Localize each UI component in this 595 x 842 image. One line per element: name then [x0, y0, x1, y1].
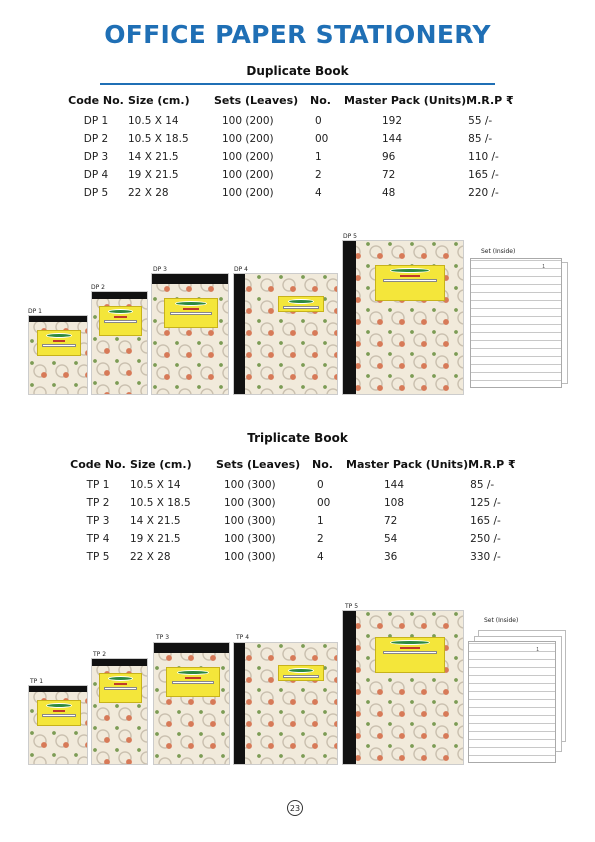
book-image-tp1 — [28, 685, 88, 765]
cell-no: 1 — [315, 151, 322, 163]
cell-no: 2 — [315, 169, 322, 181]
sheet-front-triplicate — [468, 641, 556, 763]
duplicate-section-title — [100, 64, 495, 83]
book-image-tp3 — [153, 642, 230, 765]
header-no: No. — [310, 93, 331, 107]
page-title: OFFICE PAPER STATIONERY — [104, 20, 491, 49]
cell-code: TP 4 — [86, 533, 110, 545]
sheet-number: 1 — [542, 264, 545, 270]
duplicate-title-text: Duplicate Book — [246, 64, 349, 78]
table-row — [66, 512, 528, 530]
cell-sets: 100 (300) — [224, 533, 276, 545]
cell-sets: 100 (200) — [222, 115, 274, 127]
book-label-dp2: DP 2 — [91, 284, 105, 291]
set-inside-label-duplicate: Set (Inside) — [481, 248, 516, 255]
cell-sets: 100 (300) — [224, 551, 276, 563]
cell-code: TP 2 — [86, 497, 110, 509]
cell-size: 10.5 X 14 — [128, 115, 179, 127]
cell-size: 22 X 28 — [130, 551, 171, 563]
book-label-dp3: DP 3 — [153, 266, 167, 273]
cell-code: DP 5 — [83, 187, 109, 199]
cell-no: 1 — [317, 515, 324, 527]
cell-size: 10.5 X 18.5 — [128, 133, 189, 145]
cell-size: 10.5 X 18.5 — [130, 497, 191, 509]
book-label-tp1: TP 1 — [30, 678, 44, 685]
cell-no: 00 — [317, 497, 331, 509]
book-image-dp4 — [233, 273, 338, 395]
page-number: 23 — [287, 800, 303, 816]
cell-master-pack: 144 — [384, 479, 405, 491]
table-row — [64, 166, 526, 184]
book-label-tp2: TP 2 — [93, 651, 107, 658]
cell-size: 10.5 X 14 — [130, 479, 181, 491]
triplicate-section-title — [100, 431, 495, 450]
book-image-dp3 — [151, 273, 229, 395]
cell-master-pack: 54 — [384, 533, 398, 545]
book-image-tp5 — [342, 610, 464, 765]
header-master-pack: Master Pack (Units) — [344, 93, 467, 107]
cell-no: 4 — [315, 187, 322, 199]
cell-size: 19 X 21.5 — [130, 533, 181, 545]
cell-size: 14 X 21.5 — [128, 151, 179, 163]
cell-master-pack: 36 — [384, 551, 398, 563]
header-sets: Sets (Leaves) — [216, 457, 301, 471]
cell-mrp: 85 /- — [468, 133, 493, 145]
cell-sets: 100 (200) — [222, 133, 274, 145]
header-master-pack: Master Pack (Units) — [346, 457, 469, 471]
duplicate-title-rule — [100, 83, 495, 85]
book-label-dp5: DP 5 — [343, 233, 357, 240]
cell-no: 00 — [315, 133, 329, 145]
set-inside-label-triplicate: Set (Inside) — [484, 617, 519, 624]
header-mrp: M.R.P ₹ — [468, 457, 516, 471]
cell-sets: 100 (200) — [222, 151, 274, 163]
cell-code: TP 1 — [86, 479, 110, 491]
cell-no: 4 — [317, 551, 324, 563]
cell-mrp: 110 /- — [468, 151, 499, 163]
book-image-tp2 — [91, 658, 148, 765]
cell-mrp: 250 /- — [470, 533, 501, 545]
cell-sets: 100 (200) — [222, 169, 274, 181]
book-label-tp4: TP 4 — [236, 634, 250, 641]
table-row — [66, 530, 528, 548]
cell-code: DP 1 — [83, 115, 109, 127]
cell-code: DP 2 — [83, 133, 109, 145]
cell-mrp: 125 /- — [470, 497, 501, 509]
table-row — [66, 494, 528, 512]
table-row — [64, 148, 526, 166]
cell-code: TP 5 — [86, 551, 110, 563]
cell-no: 0 — [315, 115, 322, 127]
table-row — [64, 184, 526, 202]
cell-master-pack: 96 — [382, 151, 396, 163]
cell-code: DP 3 — [83, 151, 109, 163]
header-code: Code No. — [68, 93, 124, 107]
book-label-dp4: DP 4 — [234, 266, 248, 273]
cell-code: TP 3 — [86, 515, 110, 527]
header-size: Size (cm.) — [128, 93, 190, 107]
sheet-number: 1 — [536, 647, 539, 653]
table-header-row — [64, 92, 526, 112]
cell-size: 19 X 21.5 — [128, 169, 179, 181]
table-header-row — [66, 456, 528, 476]
table-row — [66, 548, 528, 566]
table-row — [66, 476, 528, 494]
book-image-dp1 — [28, 315, 88, 395]
book-label-tp3: TP 3 — [156, 634, 170, 641]
cell-size: 14 X 21.5 — [130, 515, 181, 527]
header-mrp: M.R.P ₹ — [466, 93, 514, 107]
book-image-dp5 — [342, 240, 464, 395]
cell-sets: 100 (300) — [224, 497, 276, 509]
sheet-front-duplicate — [470, 258, 562, 388]
cell-mrp: 330 /- — [470, 551, 501, 563]
cell-sets: 100 (200) — [222, 187, 274, 199]
header-no: No. — [312, 457, 333, 471]
cell-no: 2 — [317, 533, 324, 545]
cell-master-pack: 48 — [382, 187, 396, 199]
cell-code: DP 4 — [83, 169, 109, 181]
cell-master-pack: 144 — [382, 133, 403, 145]
cell-master-pack: 108 — [384, 497, 405, 509]
cell-sets: 100 (300) — [224, 479, 276, 491]
cell-no: 0 — [317, 479, 324, 491]
cell-mrp: 55 /- — [468, 115, 493, 127]
header-sets: Sets (Leaves) — [214, 93, 299, 107]
header-size: Size (cm.) — [130, 457, 192, 471]
table-row — [64, 112, 526, 130]
table-row — [64, 130, 526, 148]
header-code: Code No. — [70, 457, 126, 471]
cell-mrp: 165 /- — [470, 515, 501, 527]
cell-mrp: 220 /- — [468, 187, 499, 199]
cell-sets: 100 (300) — [224, 515, 276, 527]
cell-size: 22 X 28 — [128, 187, 169, 199]
triplicate-table — [66, 456, 528, 566]
cell-master-pack: 72 — [384, 515, 398, 527]
cell-mrp: 85 /- — [470, 479, 495, 491]
triplicate-title-text: Triplicate Book — [247, 431, 348, 445]
book-image-dp2 — [91, 291, 148, 395]
cell-master-pack: 192 — [382, 115, 403, 127]
book-image-tp4 — [233, 642, 338, 765]
book-label-dp1: DP 1 — [28, 308, 42, 315]
duplicate-table — [64, 92, 526, 202]
cell-mrp: 165 /- — [468, 169, 499, 181]
book-label-tp5: TP 5 — [345, 603, 359, 610]
cell-master-pack: 72 — [382, 169, 396, 181]
